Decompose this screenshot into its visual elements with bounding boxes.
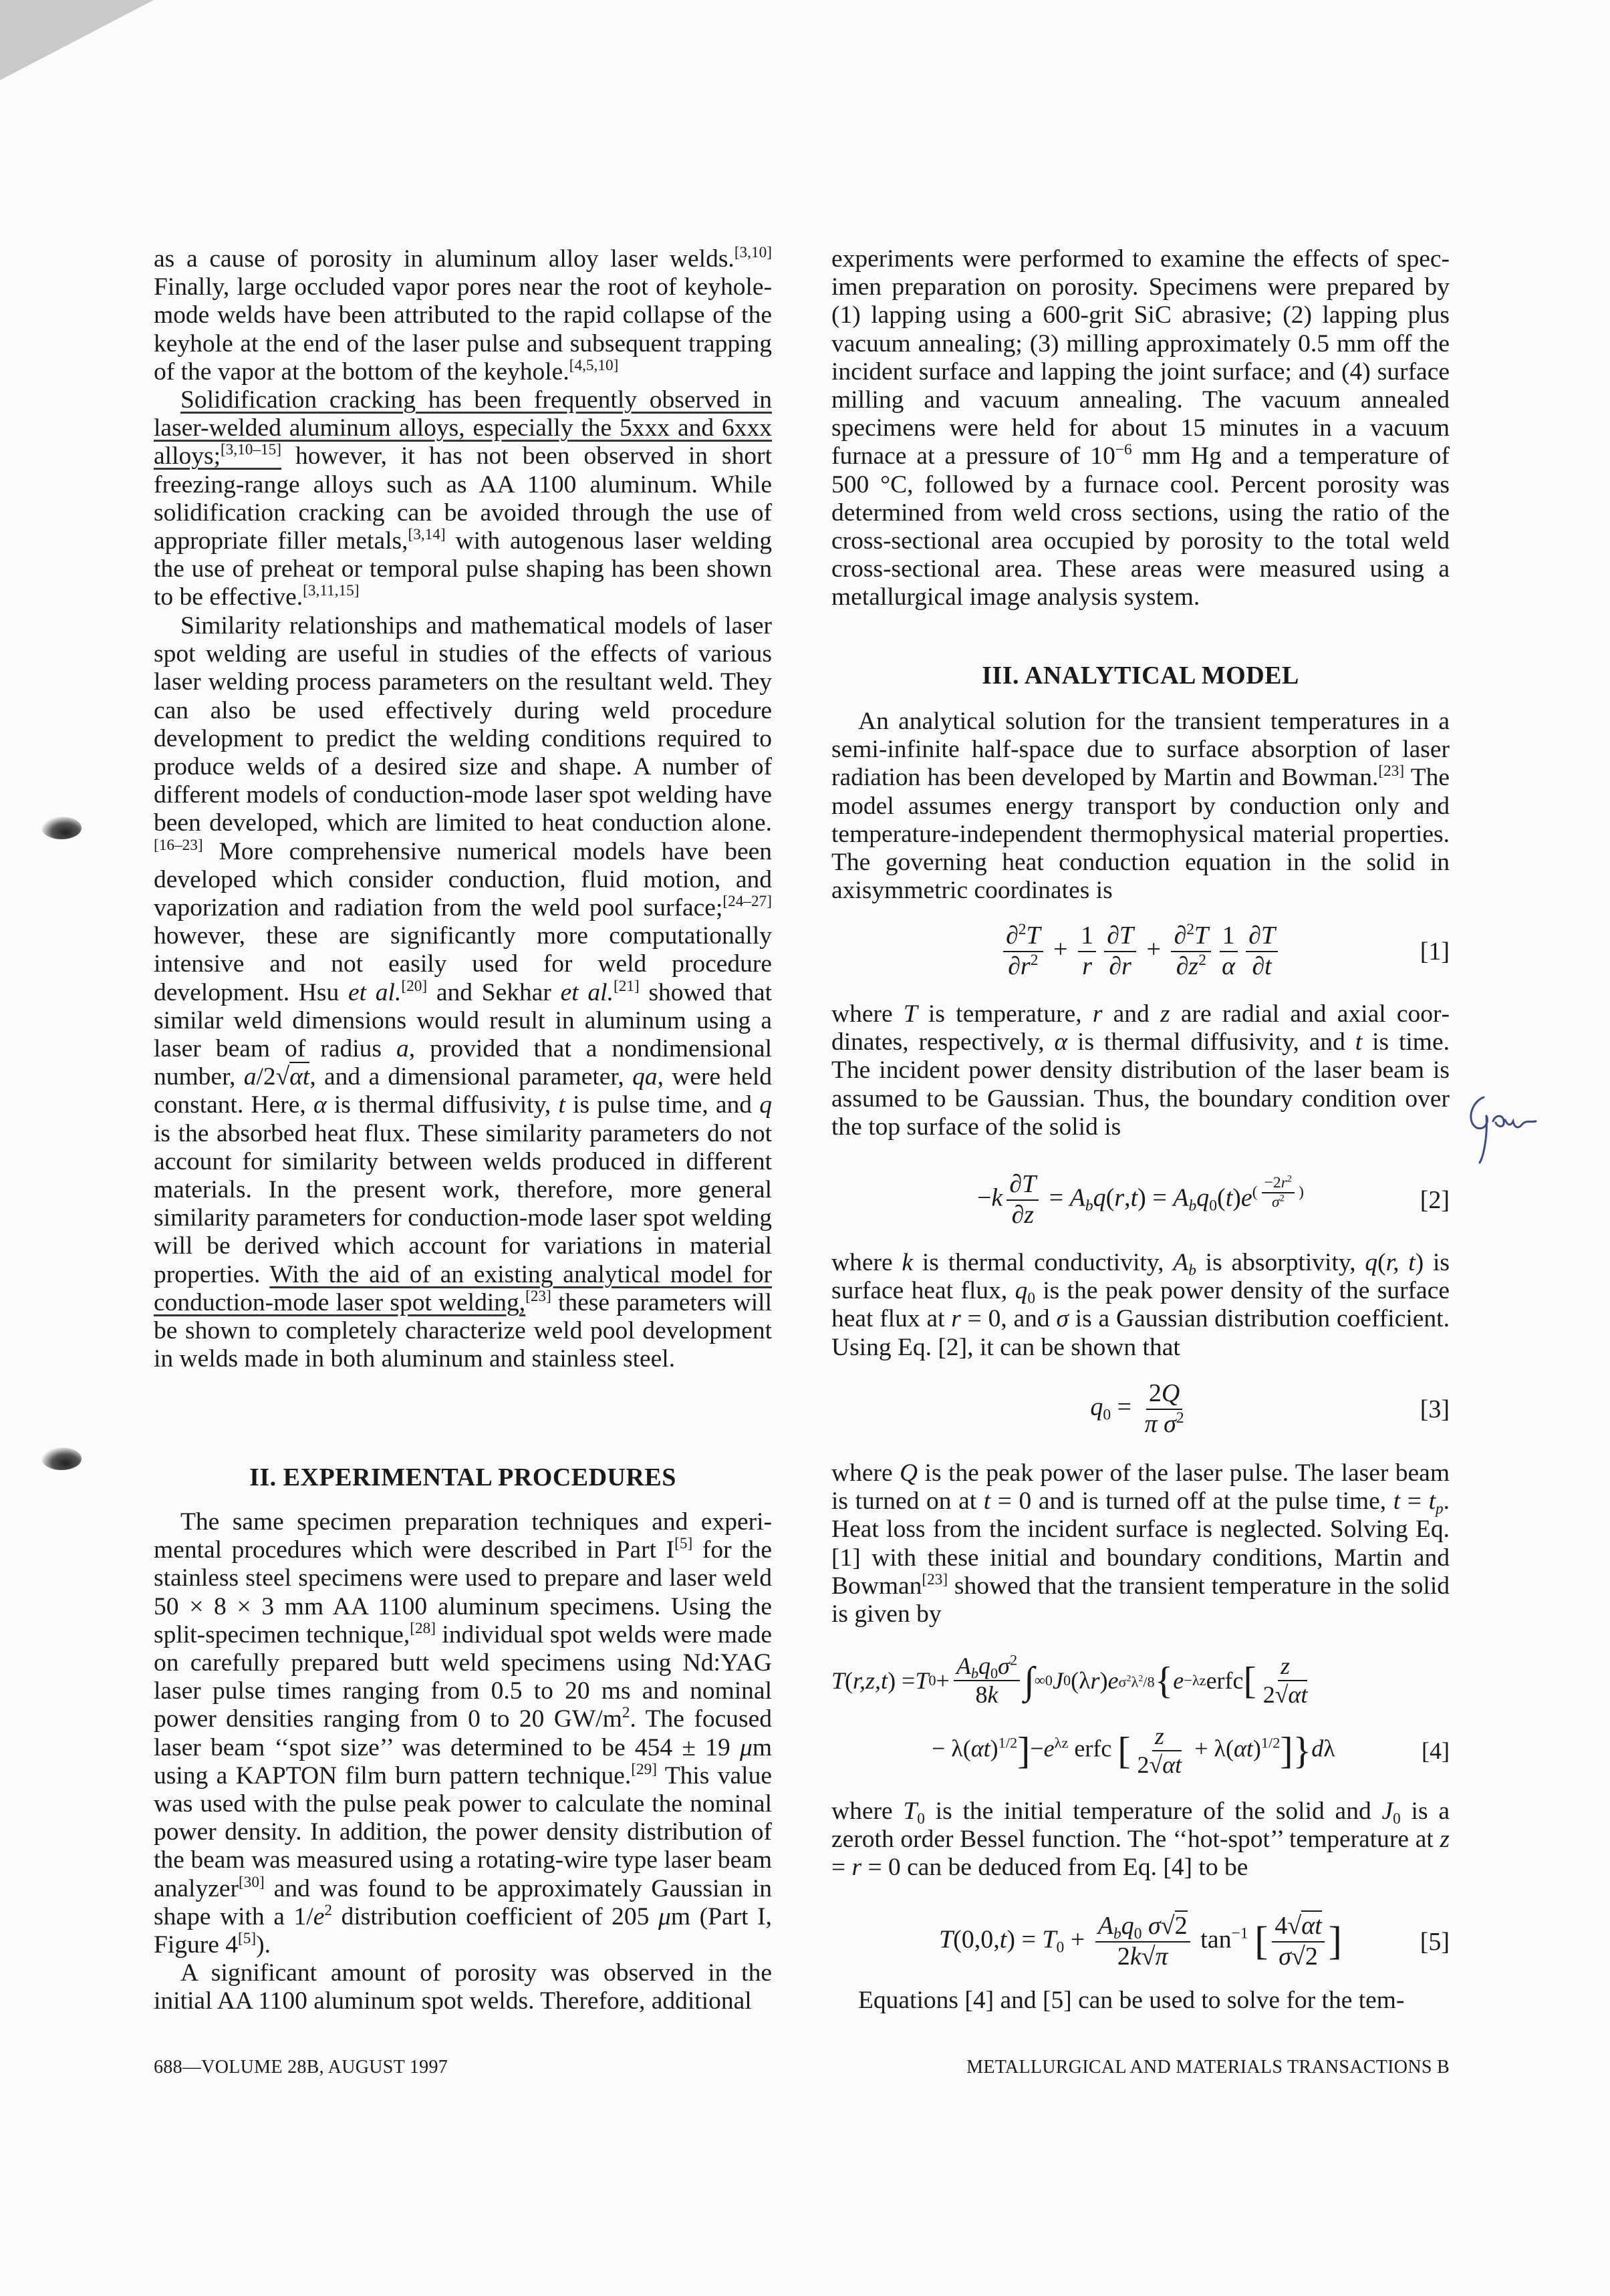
scan-corner-shadow <box>0 0 154 80</box>
paragraph: A significant amount of porosity was observed in the initial AA 1100 aluminum spot welds. Therefore, additional <box>154 1959 772 2015</box>
superscript: 2 <box>1186 921 1195 939</box>
superscript: [5] <box>238 1930 257 1948</box>
equation-number: [4] <box>1422 1737 1450 1764</box>
radicand: 2 <box>1174 1912 1188 1941</box>
paragraph: where $T_0$ is the initial temperature of the solid and $J_0$ is a zeroth order Bessel function. The ‘‘hot-spot’’ temperature at z = r = 0 can be deduced from Eq. [4] to be <box>831 1798 1450 1882</box>
large-symbol: [ <box>1254 1919 1268 1964</box>
superscript: [30] <box>238 1873 265 1891</box>
footer-page-info: 688—VOLUME 28B, AUGUST 1997 <box>154 2057 448 2077</box>
superscript: −6 <box>1115 441 1132 459</box>
fraction <box>1142 1379 1187 1439</box>
italic-text: r <box>1114 1183 1125 1212</box>
superscript: 2 <box>1287 1173 1293 1185</box>
italic-text: μ <box>658 1902 671 1930</box>
superscript: [3,10–15] <box>221 441 282 459</box>
italic-text: q <box>1365 1249 1378 1276</box>
square-root: √αt <box>1274 1681 1308 1708</box>
punch-hole-mark <box>41 1447 82 1470</box>
denominator: $\partial z^2$ <box>1176 951 1206 980</box>
superscript: 2 <box>1126 1673 1131 1684</box>
italic-text: k <box>987 1681 998 1708</box>
italic-text: T <box>915 1667 929 1694</box>
italic-text: a <box>396 1035 409 1063</box>
section-heading: III. ANALYTICAL MODEL <box>982 662 1299 690</box>
radicand <box>1162 1750 1182 1778</box>
equation-4-line-2 <box>831 1714 1450 1787</box>
denominator: 2k√π <box>1117 1943 1168 1971</box>
italic-text: r <box>1092 1000 1103 1028</box>
italic-text: r <box>1020 952 1031 980</box>
fraction <box>1272 1912 1324 1971</box>
equation-1 <box>831 911 1450 992</box>
italic-text: e <box>313 1902 325 1930</box>
radicand: 2 <box>1305 1943 1318 1971</box>
superscript: [4,5,10] <box>569 356 619 374</box>
superscript: 2 <box>1030 951 1039 969</box>
italic-text: A <box>1173 1249 1189 1276</box>
italic-text: k <box>1129 1943 1142 1971</box>
handwritten-margin-note <box>1457 1089 1557 1169</box>
section-heading: II. EXPERIMENTAL PROCEDURES <box>249 1463 676 1491</box>
radicand <box>1156 1941 1168 1971</box>
paragraph: Similarity relationships and mathematical models of laser spot welding are useful in studies of the effects of various laser welding process parameters on the resultant weld. They can also be used effectively during weld procedure development to predict the welding conditions required to produce welds of a desired size and shape. A number of different models of conduction-mode laser spot welding have been developed, which are limited to heat conduction alone.[16–23] More comprehensive numerical models have been developed which consider conduction, fluid motion, and vaporization and radiation from the weld pool surface;[24–27] however, these are significantly more computationally intensive and not easily used for weld procedure development. Hsu et al.[20] and Sekhar et al.[21] showed that similar weld dimensions would result in aluminum using a laser beam of radius a, provided that a nondimensional number, a/2√αt, and a dimensional parameter, qa, were held constant. Here, α is thermal diffusivity, t is pulse time, and q is the absorbed heat flux. These similarity parameters do not account for similarity between welds produced in different materials. In the present work, therefore, more general similarity parameters for conduction-mode laser spot welding will be derived which account for variations in material properties. With the aid of an existing analytical model for conduction-mode laser spot welding,[23] these parameters will be shown to completely characterize weld pool development in welds made in both aluminum and stainless steel. <box>154 612 773 1373</box>
fraction <box>1262 1174 1295 1211</box>
italic-text: σ <box>1279 1943 1292 1971</box>
paragraph: where k is thermal conductivity, $A_b$ is absorptivity, q(r, t) is surface heat flux, $q_0$ is the peak power density of the surface heat flux at r = 0, and σ is a Gaussian distribution coefficient. Using Eq. [2], it can be shown that <box>831 1249 1450 1361</box>
square-root: √π <box>1141 1943 1168 1971</box>
superscript: [5] <box>674 1535 693 1553</box>
italic-text: t <box>983 1487 991 1516</box>
italic-text: μ <box>740 1733 753 1761</box>
superscript: [29] <box>631 1760 657 1778</box>
radicand <box>1301 1910 1322 1940</box>
numerator: ∂T <box>1104 921 1136 952</box>
fraction <box>1219 921 1238 981</box>
italic-text: α <box>313 1091 327 1119</box>
italic-text: z <box>1024 1201 1035 1229</box>
subscript: 0 <box>1133 1925 1142 1943</box>
italic-text: e <box>1107 1667 1119 1694</box>
superscript: [3,11,15] <box>303 582 360 600</box>
italic-text: r <box>1082 952 1092 980</box>
italic-text: e <box>1173 1667 1184 1694</box>
italic-text: r <box>1281 1174 1287 1192</box>
subscript <box>1188 1197 1196 1215</box>
italic-text: T <box>1194 921 1209 950</box>
italic-text: t <box>558 1091 565 1119</box>
italic-text: Q <box>1161 1379 1180 1408</box>
paragraph: where T is temperature, r and z are radial and axial coordinates, respectively, α is thermal diffusivity, and t is time. The incident power density distribution of the laser beam is assumed to be Gaussian. Thus, the boundary condition over the top surface of the solid is <box>831 1000 1450 1141</box>
italic-text: t <box>999 1925 1007 1954</box>
italic-text: T <box>1119 921 1134 950</box>
square-root: √2 <box>1160 1912 1188 1941</box>
italic-text: αt <box>970 1735 990 1762</box>
equation-body: $q_0$ = $\frac{2Q}{\pi \sigma^2}$ <box>1090 1379 1190 1439</box>
fraction <box>1007 1170 1039 1230</box>
subscript <box>1113 1925 1121 1943</box>
italic-text: qa <box>632 1063 658 1091</box>
italic-text: A <box>1173 1183 1189 1212</box>
italic-text: T <box>1026 921 1041 950</box>
paragraph: as a cause of porosity in aluminum alloy laser welds.[3,10] Finally, large occluded vapor pores near the root of keyhole-mode welds have been attributed to the rapid collapse of the keyhole at the end of the laser pulse and subsequent trapping of the vapor at the bottom of the keyhole.[4,5,10] <box>154 244 772 386</box>
equation-3 <box>831 1369 1450 1449</box>
subscript: 0 <box>1209 1197 1218 1215</box>
fraction <box>1003 921 1043 981</box>
superscript: [3,10] <box>734 244 772 262</box>
superscript: 1/2 <box>998 1733 1018 1751</box>
subscript: 0 <box>1056 1939 1065 1957</box>
italic-text: r,z,t <box>853 1667 888 1694</box>
large-symbol: ]} <box>1280 1729 1312 1772</box>
italic-text: q <box>1196 1183 1210 1212</box>
italic-text: k <box>991 1183 1003 1212</box>
superscript: ( −2r2 σ2 ) <box>1252 1173 1305 1211</box>
italic-text: T <box>938 1925 954 1954</box>
italic-text: e <box>1240 1183 1252 1212</box>
fraction <box>1246 921 1278 981</box>
subscript: 0 <box>990 1665 998 1682</box>
equation-5 <box>831 1902 1450 1982</box>
numerator: 4√αt <box>1272 1912 1324 1943</box>
denominator <box>1079 952 1095 982</box>
italic-text: q <box>759 1091 773 1119</box>
radicand <box>289 1062 309 1091</box>
denominator: 2√αt <box>1137 1751 1182 1778</box>
punch-hole-mark <box>41 817 82 839</box>
paragraph: Solidification cracking has been frequently observed in laser-welded aluminum alloys, especially the 5xxx and 6xxx alloys;[3,10–15] however, it has not been observed in short freezing-range alloys such as AA 1100 aluminum. While solidification cracking can be avoided through the use of appropriate filler metals,[3,14] with autogenous laser welding the use of preheat or temporal pulse shaping has been shown to be effective.[3,11,15] <box>154 386 772 611</box>
italic-text: z <box>1440 1826 1450 1854</box>
italic-text: et al. <box>560 978 614 1006</box>
italic-text: r <box>951 1305 961 1333</box>
denominator: ∂r <box>1109 952 1131 980</box>
subscript <box>1188 1262 1196 1279</box>
italic-text: α <box>1054 1028 1068 1056</box>
italic-text: d <box>1311 1735 1324 1762</box>
denominator <box>1142 1410 1187 1439</box>
square-root: √αt <box>1149 1751 1182 1778</box>
italic-text: t <box>1428 1487 1436 1516</box>
italic-text: T <box>1260 921 1276 950</box>
italic-text: p <box>1435 1500 1444 1518</box>
equation-number: [5] <box>1420 1928 1450 1956</box>
numerator <box>954 1653 1020 1681</box>
numerator: 2Q <box>1146 1379 1182 1410</box>
numerator <box>1152 1723 1167 1751</box>
italic-text: b <box>1085 1197 1093 1215</box>
italic-text: b <box>1188 1197 1197 1215</box>
equation-2 <box>831 1160 1450 1240</box>
large-symbol: ] <box>1017 1729 1031 1772</box>
italic-text: αt <box>289 1063 310 1091</box>
equation-number: [3] <box>1420 1395 1450 1423</box>
superscript: 2 <box>1198 951 1206 969</box>
italic-text: z <box>1188 952 1199 980</box>
large-symbol: { <box>1154 1659 1174 1702</box>
fraction <box>1260 1653 1311 1709</box>
numerator: ∂T <box>1007 1170 1039 1201</box>
numerator: 1 <box>1078 921 1096 952</box>
equation-number: [2] <box>1420 1186 1450 1214</box>
italic-text: T <box>903 1000 918 1028</box>
superscript: 2 <box>1009 1651 1018 1669</box>
italic-text: k <box>902 1249 914 1276</box>
handwritten-underline: With the aid of an existing analytical model for conduction-mode laser spot welding, <box>154 1260 772 1316</box>
equation-body: $\frac{\partial^2T}{\partial r^2}$ + $\frac{1}{r}$ $\frac{\partial T}{\partial r}$ + $\frac{\partial^2T}{\partial z^2}$ $\frac{1}{\alpha}$ $\frac{\partial T}{\partial t}$ <box>999 921 1282 981</box>
fraction <box>1104 921 1136 981</box>
subscript: 0 <box>1103 1406 1111 1424</box>
superscript: [21] <box>613 977 640 995</box>
denominator: 2√αt <box>1262 1681 1308 1708</box>
italic-text: Q <box>900 1459 918 1487</box>
italic-text: b <box>1113 1925 1121 1943</box>
subscript: 0 <box>917 1810 925 1828</box>
italic-text: T <box>831 1667 845 1694</box>
italic-text: σ <box>1056 1305 1069 1333</box>
superscript: 2 <box>1176 1409 1184 1427</box>
subscript: 0 <box>1027 1290 1035 1308</box>
superscript: [3,14] <box>408 526 446 544</box>
superscript: $\sigma^2\lambda^2/8$ <box>1118 1673 1155 1691</box>
italic-text: T <box>1022 1170 1037 1199</box>
paragraph: The same specimen preparation techniques and experimental procedures which were described in Part I[5] for the stainless steel specimens were used to prepare and laser weld 50 × 8 × 3 mm AA 1100 aluminum specimens. Using the split-specimen technique,[28] individual spot welds were made on carefully prepared butt weld specimens using Nd:YAG laser pulse times ranging from 0.5 to 20 ms and nominal power densities ranging from 0 to 20 $GW/m^2$. The focused laser beam ‘‘spot size’’ was determined to be 454 ± 19 μm using a KAPTON film burn pattern technique.[29] This value was used with the pulse peak power to calculate the nominal power density. In addition, the power density distribution of the beam was measured using a rotating-wire type laser beam analyzer[30] and was found to be approximately Gaussian in shape with a $1/e^2$ distribution coefficient of 205 μm (Part I, Figure 4[5]). <box>154 1508 773 1959</box>
italic-text: αt <box>1162 1751 1182 1778</box>
numerator: ∂$^2$T <box>1003 921 1043 952</box>
denominator: $\partial r^2$ <box>1008 951 1039 980</box>
italic-text: z <box>1154 1722 1164 1749</box>
italic-text: σ <box>998 1652 1010 1679</box>
superscript: [23] <box>1378 762 1405 780</box>
fraction <box>1135 1723 1185 1779</box>
superscript: 1/2 <box>1260 1733 1281 1751</box>
italic-text: T <box>903 1798 918 1825</box>
paragraph: Equations [4] and [5] can be used to solve for the tem- <box>858 1987 1405 2014</box>
superscript: −1 <box>1231 1924 1248 1943</box>
italic-text: r <box>1121 952 1131 980</box>
superscript: [23] <box>922 1570 948 1588</box>
superscript: 2 <box>622 1704 630 1722</box>
numerator <box>1278 1653 1293 1681</box>
italic-text: T <box>1042 1925 1057 1954</box>
equation-body: − $\lambda(\alpha t)^{1/2}]-e^{\lambda z}$ erfc [ $\frac{z}{2√\alpha t}$ + $\lambda(\alpha t)^{1/2}]\}d\lambda$ <box>932 1722 1335 1778</box>
numerator: 1 <box>1220 921 1238 952</box>
handwritten-underline: Solidification cracking has been frequently observed in laser-welded aluminum alloys, especially the 5xxx and 6xxx alloys;[3,10–15] <box>154 386 772 470</box>
italic-text: q <box>1090 1393 1103 1421</box>
italic-text: a <box>243 1063 257 1091</box>
fraction <box>1171 921 1211 981</box>
italic-text: σ <box>1271 1193 1280 1211</box>
italic-text: αt <box>1301 1912 1322 1941</box>
subscript <box>971 1665 978 1681</box>
superscript: 2 <box>324 1901 332 1919</box>
italic-text: J <box>1052 1667 1063 1694</box>
italic-text: q <box>1093 1183 1106 1212</box>
italic-text: et al. <box>348 978 402 1006</box>
fraction <box>1078 921 1096 981</box>
italic-text: π <box>1155 1943 1168 1971</box>
italic-text: J <box>1381 1798 1393 1825</box>
italic-text: t <box>1130 1183 1138 1212</box>
numerator: $-2r^2$ <box>1262 1174 1295 1193</box>
square-root: √2 <box>1291 1943 1318 1971</box>
denominator <box>1219 952 1238 982</box>
denominator <box>1276 1943 1321 1972</box>
italic-text: αt <box>1288 1681 1308 1708</box>
denominator: ∂z <box>1011 1201 1035 1229</box>
italic-text: q <box>1015 1277 1028 1305</box>
superscript: 2 <box>1279 1193 1285 1204</box>
equation-4-line-1: T ( r,z,t ) = T 0 + $\frac{A_bq_0\sigma^2}{8k}$ ∫ ∞ 0 J 0 (λ r ) e $\sigma^2\lambda^2/8$ { e −λz erfc [ $\frac{z}{2√\alpha t}$ <box>831 1644 1450 1717</box>
italic-text: q <box>1121 1912 1134 1941</box>
italic-text: π σ <box>1144 1410 1176 1438</box>
paragraph: where Q is the peak power of the laser pulse. The laser beam is turned on at t = 0 and is turned off at the pulse time, $t = t_p$. Heat loss from the incident surface is neglected. Solving Eq. [1] with these initial and boundary conditions, Martin and Bowman[23] showed that the transient temperature in the solid is given by <box>831 1459 1450 1628</box>
subscript: 0 <box>1393 1810 1401 1828</box>
italic-text: r <box>1090 1667 1100 1694</box>
italic-text: q <box>978 1652 991 1679</box>
italic-text: t <box>1225 1183 1233 1212</box>
numerator: ∂T <box>1246 921 1278 952</box>
denominator: 8k <box>975 1681 998 1708</box>
paragraph: experiments were performed to examine the effects of specimen preparation on porosity. Specimens were prepared by (1) lapping using a 600-grit SiC abrasive; (2) lapping plus vacuum annealing; (3) milling approximately 0.5 mm off the incident surface and lapping the joint surface; and (4) surface milling and vacuum annealing. The vacuum annealed specimens were held for about 15 minutes in a vacuum furnace at a pressure of $10^{-6}$ mm Hg and a temperature of 500 °C, followed by a furnace cool. Percent porosity was determined from weld cross sections, using the ratio of the cross-sectional area occupied by porosity to the total weld cross-sectional area. These areas were measured using a metallurgical image analysis system. <box>831 245 1450 611</box>
fraction <box>1095 1912 1190 1971</box>
italic-text: r <box>851 1854 862 1882</box>
italic-text: z <box>1160 1000 1170 1028</box>
italic-text: σ <box>1148 1912 1161 1941</box>
large-symbol: [ <box>1243 1659 1256 1702</box>
italic-text: r, t <box>1385 1249 1416 1276</box>
equation-body: $T(0,0,t) = T_0$ + $\frac{A_bq_0 \sigma√2}{2k√\pi}$ $\tan^{-1}$ [ $\frac{4√\alpha t}{\sigma√2}$ ] <box>938 1912 1343 1971</box>
subscript <box>1085 1197 1093 1215</box>
numerator: ∂$^2$T <box>1171 921 1211 952</box>
superscript: [28] <box>410 1619 436 1637</box>
italic-text: A <box>956 1652 971 1679</box>
large-symbol: [ <box>1117 1729 1131 1772</box>
italic-text: b <box>970 1665 979 1682</box>
italic-text: A <box>1097 1912 1113 1941</box>
italic-text: t <box>1393 1487 1401 1516</box>
superscript: [20] <box>401 977 428 995</box>
italic-text: z <box>1281 1652 1291 1679</box>
superscript: λz <box>1054 1733 1069 1751</box>
square-root: √αt <box>1287 1912 1322 1941</box>
square-root: √αt <box>275 1063 310 1091</box>
italic-text: α <box>1222 952 1236 980</box>
italic-text: e <box>1043 1735 1055 1762</box>
numerator <box>1095 1912 1190 1943</box>
italic-text: t <box>1355 1028 1363 1056</box>
italic-text: t <box>1264 952 1272 980</box>
italic-text: b <box>1188 1261 1196 1279</box>
footer-journal: METALLURGICAL AND MATERIALS TRANSACTIONS B <box>966 2057 1450 2077</box>
subscript <box>1436 1500 1444 1518</box>
superscript: 2 <box>1018 921 1027 939</box>
equation-body: −k $\frac{\partial T}{\partial z}$ = $A_bq(r,t) = A_bq_0(t)e^{( \frac{-2r^2}{\sigma^2} )}$ <box>976 1170 1305 1229</box>
equation-number: [1] <box>1420 938 1450 966</box>
paragraph: An analytical solution for the transient temperatures in a semi-infinite half-space due to surface absorption of laser radiation has been developed by Martin and Bowman.[23] The model assumes energy transport by conduction only and temperature-independent thermophysical material properties. The governing heat conduction equation in the solid in axisymmetric coordinates is <box>831 708 1450 905</box>
denominator: ∂t <box>1252 952 1272 980</box>
large-symbol: ∫ <box>1024 1659 1035 1702</box>
large-symbol: ] <box>1328 1919 1343 1964</box>
superscript: 2 <box>1138 1673 1144 1684</box>
superscript: [23] <box>525 1287 551 1305</box>
superscript: [16–23] <box>154 836 203 854</box>
superscript: [24–27] <box>722 893 772 911</box>
denominator <box>1269 1193 1287 1211</box>
italic-text: A <box>1069 1183 1085 1212</box>
radicand <box>1288 1680 1307 1708</box>
italic-text: αt <box>1233 1735 1253 1762</box>
fraction <box>954 1653 1020 1709</box>
